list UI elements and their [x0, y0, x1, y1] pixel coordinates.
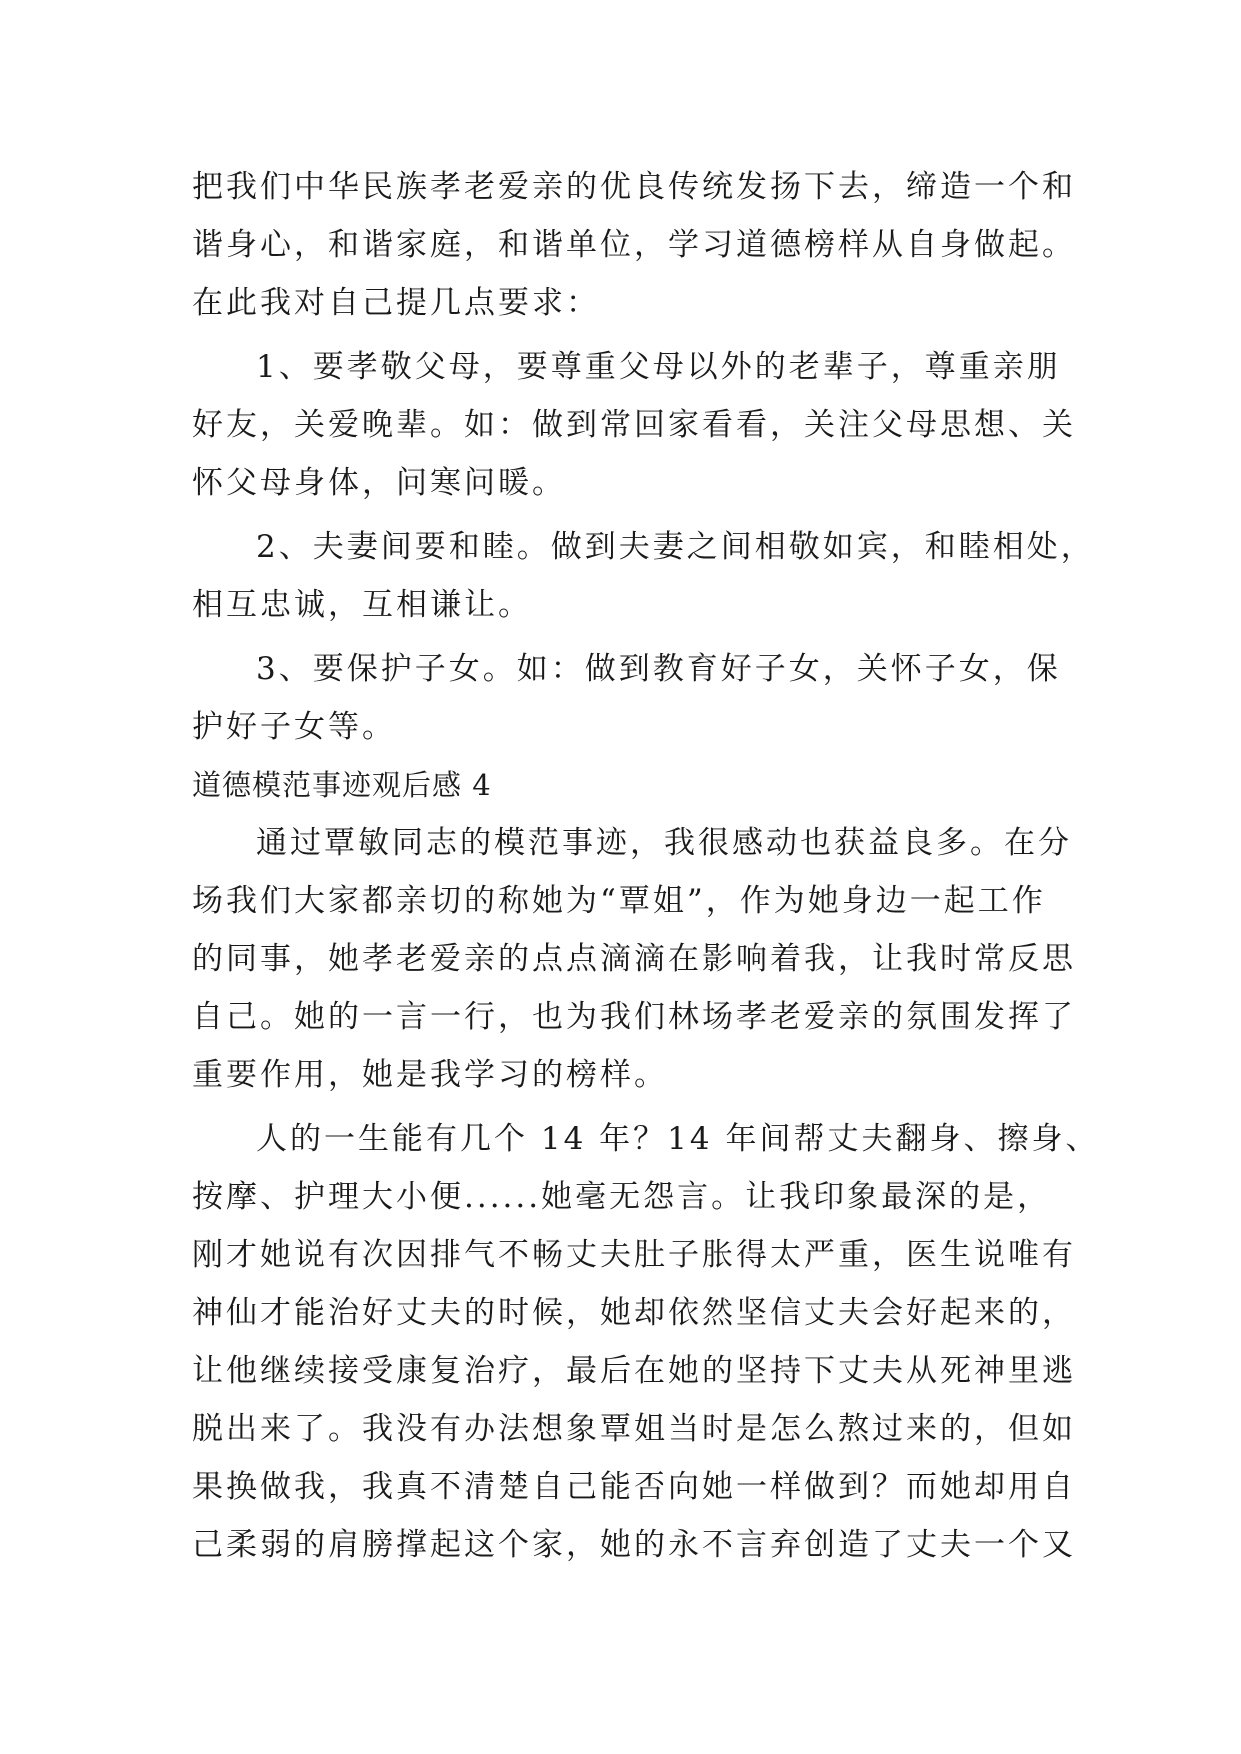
text-line: 刚才她说有次因排气不畅丈夫肚子胀得太严重，医生说唯有: [192, 1237, 1076, 1273]
text-line: 护好子女等。: [192, 709, 396, 745]
section-heading: 道德模范事迹观后感 4: [192, 768, 492, 802]
paragraph-first-line: 人的一生能有几个 14 年？14 年间帮丈夫翻身、擦身、: [256, 1121, 1100, 1157]
text-line: 谐身心，和谐家庭，和谐单位，学习道德榜样从自身做起。: [192, 227, 1076, 263]
text-line: 重要作用，她是我学习的榜样。: [192, 1057, 668, 1093]
text-line: 把我们中华民族孝老爱亲的优良传统发扬下去，缔造一个和: [192, 169, 1076, 205]
text-line: 的同事，她孝老爱亲的点点滴滴在影响着我，让我时常反思: [192, 941, 1076, 977]
document-body: [192, 158, 1100, 1574]
text-line: 果换做我，我真不清楚自己能否向她一样做到？而她却用自: [192, 1469, 1076, 1505]
list-item-3-line: 3、要保护子女。如：做到教育好子女，关怀子女，保: [256, 651, 1061, 687]
paragraph-first-line: 通过覃敏同志的模范事迹，我很感动也获益良多。在分: [256, 825, 1072, 861]
text-line: 怀父母身体，问寒问暖。: [192, 465, 566, 501]
text-line: 按摩、护理大小便......她毫无怨言。让我印象最深的是，: [192, 1179, 1052, 1215]
text-line: 场我们大家都亲切的称她为“覃姐”，作为她身边一起工作: [192, 883, 1046, 919]
text-line: 神仙才能治好丈夫的时候，她却依然坚信丈夫会好起来的，: [192, 1295, 1076, 1331]
text-line: 脱出来了。我没有办法想象覃姐当时是怎么熬过来的，但如: [192, 1411, 1076, 1447]
text-line: 好友，关爱晚辈。如：做到常回家看看，关注父母思想、关: [192, 407, 1076, 443]
list-item-1-line: 1、要孝敬父母，要尊重父母以外的老辈子，尊重亲朋: [256, 349, 1061, 385]
text-line: 自己。她的一言一行，也为我们林场孝老爱亲的氛围发挥了: [192, 999, 1076, 1035]
text-line: 己柔弱的肩膀撑起这个家，她的永不言弃创造了丈夫一个又: [192, 1527, 1076, 1563]
text-line: 相互忠诚，互相谦让。: [192, 587, 532, 623]
list-item-2-line: 2、夫妻间要和睦。做到夫妻之间相敬如宾，和睦相处，: [256, 529, 1095, 565]
text-line: 在此我对自己提几点要求：: [192, 285, 600, 321]
text-line: 让他继续接受康复治疗，最后在她的坚持下丈夫从死神里逃: [192, 1353, 1076, 1389]
